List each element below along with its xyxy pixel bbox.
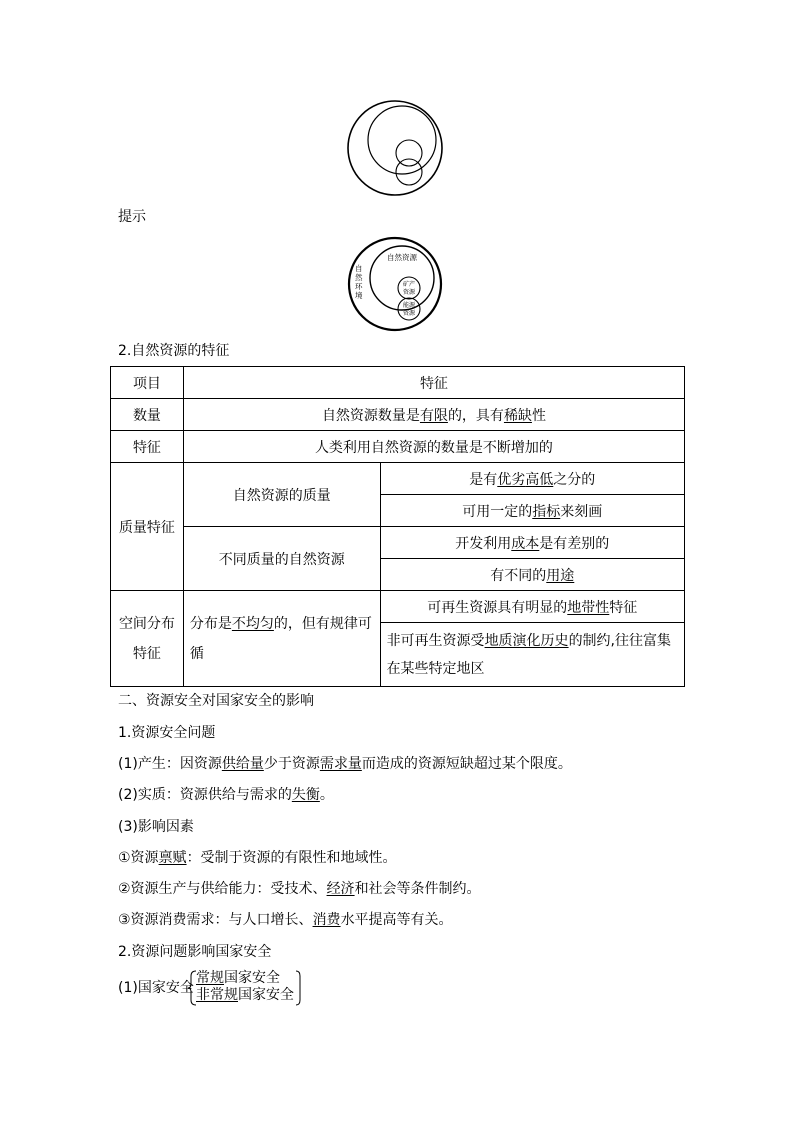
right-brace [295,970,303,1006]
energy-resources-label-2: 资源 [403,310,416,317]
header-feature: 特征 [183,367,684,399]
national-security-label: (1)国家安全 [118,980,194,996]
paragraph-origin: (1)产生：因资源供给量少于资源需求量而造成的资源短缺超过某个限度。 [118,756,572,772]
paragraph-endowment: ①资源禀赋：受制于资源的有限性和地域性。 [118,850,397,866]
non-conventional-security: 非常规国家安全 [196,987,294,1003]
subsection-2-title: 2.资源问题影响国家安全 [118,944,272,960]
space-distribution: 分布是不均匀的，但有规律可循 [183,591,380,687]
feature-text: 人类利用自然资源的数量是不断增加的 [183,431,684,463]
header-item: 项目 [111,367,184,399]
table-header-row [111,367,685,399]
energy-resources-label-1: 能源 [403,302,416,309]
quality-sub1: 自然资源的质量 [183,463,380,527]
space-r2: 非可再生资源受地质演化历史的制约,往往富集在某些特定地区 [380,623,684,687]
subsection-1-title: 1.资源安全问题 [118,725,216,741]
features-table [110,366,685,687]
quality-sub2: 不同质量的自然资源 [183,527,380,591]
natural-resources-label: 自然资源 [387,253,417,262]
resource-circle-diagram [345,235,445,333]
hint-label: 提示 [118,209,146,225]
quantity-label: 数量 [111,399,184,431]
quality-sub2-r1: 开发利用成本是有差别的 [380,527,684,559]
quality-sub1-r2: 可用一定的指标来刻画 [380,495,684,527]
section-title-natural-resource-features: 2.自然资源的特征 [118,343,230,359]
feature-label: 特征 [111,431,184,463]
paragraph-production: ②资源生产与供给能力：受技术、经济和社会等条件制约。 [118,881,481,897]
space-r1: 可再生资源具有明显的地带性特征 [380,591,684,623]
table-row-quality-1 [111,463,685,495]
table-row-space-1 [111,591,685,623]
small-circle-lower [396,159,422,185]
table-row-quality-3 [111,527,685,559]
quantity-text: 自然资源数量是有限的，具有稀缺性 [183,399,684,431]
mineral-resources-label-2: 资源 [403,289,416,296]
paragraph-factors-title: (3)影响因素 [118,819,194,835]
conventional-security: 常规国家安全 [196,970,280,986]
blank-circle-diagram [345,98,445,198]
section-two-title: 二、资源安全对国家安全的影响 [118,693,314,709]
paragraph-consumption: ③资源消费需求：与人口增长、消费水平提高等有关。 [118,912,453,928]
outer-circle [348,101,442,195]
table-row-feature [111,431,685,463]
paragraph-essence: (2)实质：资源供给与需求的失衡。 [118,787,334,803]
quality-label: 质量特征 [111,463,184,591]
space-label: 空间分布 特征 [111,591,184,687]
quality-sub2-r2: 有不同的用途 [380,559,684,591]
quality-sub1-r1: 是有优劣高低之分的 [380,463,684,495]
mineral-resources-label-1: 矿产 [403,281,416,288]
natural-environment-label: 自然环境 [355,264,363,300]
table-row-quantity [111,399,685,431]
natural-environment-circle [349,238,441,330]
